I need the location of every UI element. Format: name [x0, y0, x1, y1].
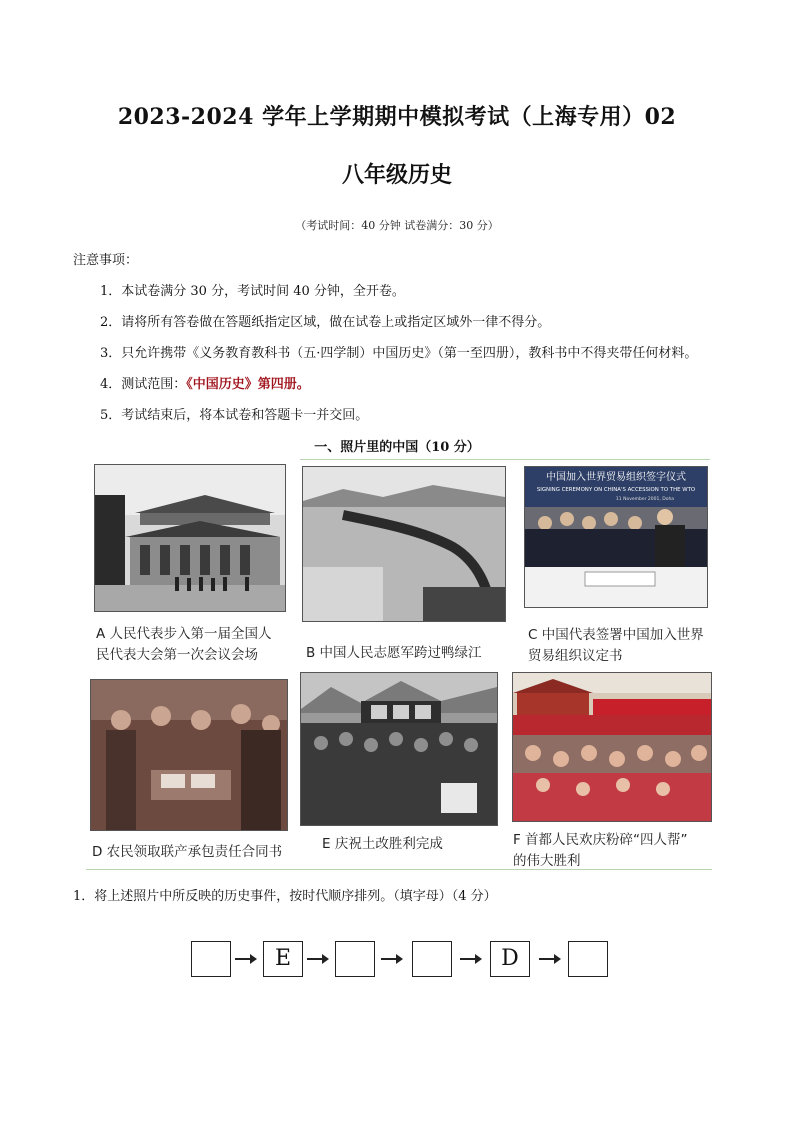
arrow-right-icon [538, 950, 562, 968]
photo-b-caption: B 中国人民志愿军跨过鸭绿江 [306, 645, 482, 661]
question-1-text: 1．将上述照片中所反映的历史事件，按时代顺序排列。（填字母）（4 分） [73, 889, 497, 904]
note-item: 5．考试结束后，将本试卷和答题卡一并交回。 [100, 408, 369, 423]
answer-box-6[interactable] [568, 941, 608, 977]
answer-box-1[interactable] [191, 941, 231, 977]
section-divider [300, 459, 710, 460]
note-scope-highlight: 《中国历史》第四册。 [186, 377, 310, 392]
answer-box-3[interactable] [335, 941, 375, 977]
photo-c-banner-cn: 中国加入世界贸易组织签字仪式 [546, 472, 686, 483]
photo-f [512, 672, 712, 822]
arrow-right-icon [459, 950, 483, 968]
photo-c-banner-date: 11 November 2001, Doha [615, 497, 675, 502]
arrow-right-icon [306, 950, 330, 968]
photo-c-banner-en: SIGNING CEREMONY ON CHINA'S ACCESSION TO THE WTO [536, 487, 696, 493]
notes-heading: 注意事项： [73, 253, 139, 268]
note-item: 1．本试卷满分 30 分，考试时间 40 分钟，全开卷。 [100, 284, 405, 299]
note-item: 3．只允许携带《义务教育教科书（五·四学制）中国历史》（第一至四册），教科书中不得夹带任何材料。 [100, 346, 698, 361]
photo-grid-bottom-divider [86, 869, 712, 870]
photo-b [302, 466, 506, 622]
section-heading: 一、照片里的中国（10 分） [314, 440, 480, 455]
answer-box-5[interactable]: D [490, 941, 530, 977]
photo-a [94, 464, 286, 612]
photo-d [90, 679, 288, 831]
arrow-right-icon [380, 950, 404, 968]
arrow-right-icon [234, 950, 258, 968]
answer-box-2[interactable]: E [263, 941, 303, 977]
photo-c-caption: C 中国代表签署中国加入世界 贸易组织议定书 [528, 627, 704, 664]
answer-box-4[interactable] [412, 941, 452, 977]
note-scope-prefix: 4．测试范围： [100, 377, 187, 392]
note-item: 2．请将所有答卷做在答题纸指定区域，做在试卷上或指定区域外一律不得分。 [100, 315, 551, 330]
photo-e-caption: E 庆祝土改胜利完成 [322, 836, 443, 852]
photo-a-caption: A 人民代表步入第一届全国人 民代表大会第一次会议会场 [96, 626, 272, 663]
photo-c [524, 466, 708, 608]
time-info: （考试时间：40 分钟 试卷满分：30 分） [295, 219, 499, 232]
exam-subtitle: 八年级历史 [341, 162, 452, 188]
photo-f-caption: F 首都人民欢庆粉碎“四人帮” 的伟大胜利 [513, 832, 688, 869]
exam-title: 2023-2024 学年上学期期中模拟考试（上海专用）02 [117, 104, 677, 130]
note-item-scope [100, 373, 310, 392]
photo-e [300, 672, 498, 826]
photo-d-caption: D 农民领取联产承包责任合同书 [92, 844, 283, 860]
